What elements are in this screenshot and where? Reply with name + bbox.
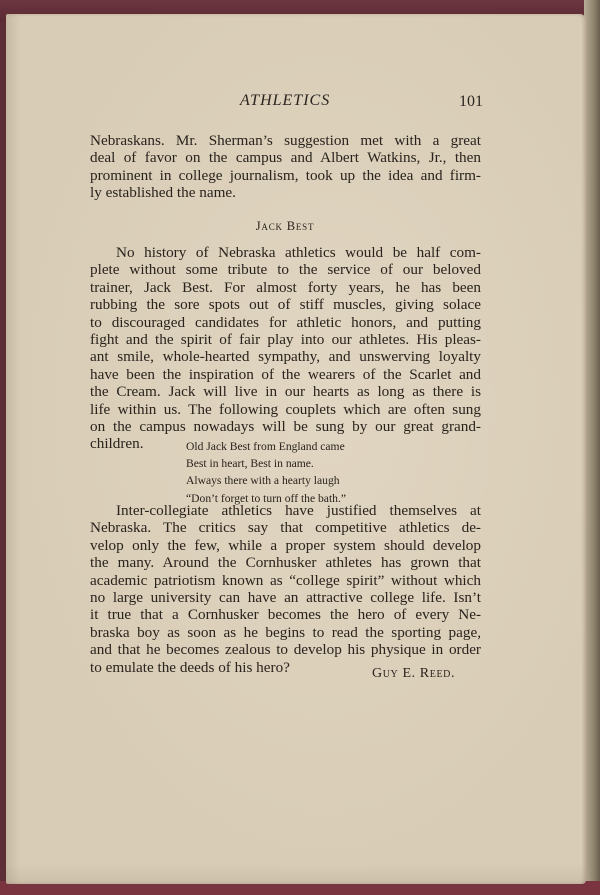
text-line: the many. Around the Cornhusker athletes has grown that — [90, 554, 481, 572]
text-line: to discouraged candidates for athletic honors, and putting — [90, 313, 481, 331]
text-line: life within us. The following couplets which are often sung — [90, 400, 481, 418]
text-line: no large university can have an attractive college life. Isn’t — [90, 589, 481, 607]
page-number: 101 — [459, 93, 483, 110]
book-page-edges — [584, 0, 600, 895]
text-line: prominent in college journalism, took up the idea and firm- — [90, 166, 481, 184]
author-signature: Guy E. Reed. — [372, 666, 456, 681]
text-line: rubbing the sore spots out of stiff muscles, giving solace — [90, 296, 481, 314]
text-line: deal of favor on the campus and Albert Watkins, Jr., then — [90, 149, 481, 167]
text-line: have been the inspiration of the wearers of the Scarlet and — [90, 365, 481, 383]
text-line: braska boy as soon as he begins to read the sporting page, — [90, 623, 481, 641]
text-line: it true that a Cornhusker becomes the hero of every Ne- — [90, 606, 481, 624]
text-line: ly established the name. — [90, 184, 236, 202]
text-line: No history of Nebraska athletics would be half com- — [116, 244, 481, 261]
text-line: and that he becomes zealous to develop his physique in order — [90, 641, 481, 659]
text-line: to emulate the deeds of his hero? — [90, 658, 290, 676]
paragraph-jack-best — [90, 244, 481, 453]
running-head-title: ATHLETICS — [240, 92, 331, 109]
text-line: Nebraskans. Mr. Sherman’s suggestion met with a great — [90, 132, 481, 149]
text-line: velop only the few, while a proper system should develop — [90, 536, 481, 554]
text-line: ant smile, whole-hearted sympathy, and unswerving loyalty — [90, 348, 481, 366]
verse-line: Best in heart, Best in name. — [186, 457, 314, 471]
text-line: academic patriotism known as “college spirit” without which — [90, 571, 481, 589]
verse-couplets — [186, 438, 346, 507]
text-line: children. — [90, 435, 144, 453]
running-head — [0, 90, 600, 114]
verse-line: “Don’t forget to turn off the bath.” — [186, 491, 347, 505]
text-line: on the campus nowadays will be sung by our great grand- — [90, 418, 481, 436]
paragraph-continuation — [90, 132, 481, 202]
text-line: Nebraska. The critics say that competitive athletics de- — [90, 519, 481, 537]
section-heading: Jack Best — [255, 219, 315, 233]
text-line: trainer, Jack Best. For almost forty years, he has been — [90, 278, 481, 296]
text-line: Inter-collegiate athletics have justified themselves at — [116, 502, 481, 519]
text-line: the Cream. Jack will live in our hearts as long as there is — [90, 383, 481, 401]
paragraph-inter-collegiate — [90, 502, 481, 676]
text-line: fight and the spirit of fair play into our athletes. His pleas- — [90, 331, 481, 349]
verse-line: Old Jack Best from England came — [186, 440, 345, 453]
text-line: plete without some tribute to the service of our beloved — [90, 261, 481, 279]
verse-line: Always there with a hearty laugh — [186, 474, 340, 488]
